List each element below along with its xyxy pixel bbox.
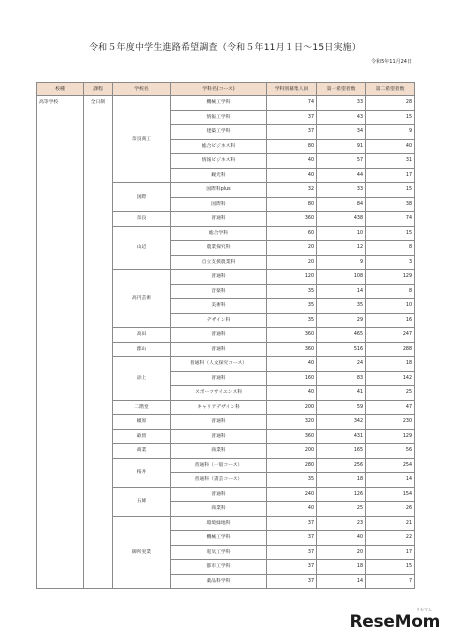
cell-quota: 20 (267, 241, 317, 256)
cell-quota: 37 (267, 574, 317, 589)
cell-first-choice: 83 (317, 371, 366, 386)
cell-second-choice: 230 (366, 415, 415, 430)
cell-department: 美術科 (171, 299, 267, 314)
cell-second-choice: 16 (366, 313, 415, 328)
cell-department: 普通科（一般コース） (171, 458, 267, 473)
cell-department: 自立支援農業科 (171, 255, 267, 270)
cell-department: 普通科（人文探究コース） (171, 357, 267, 372)
table-header-row (37, 83, 415, 96)
cell-department: 機械工学科 (171, 531, 267, 546)
cell-department: 普通科 (171, 270, 267, 285)
cell-second-choice: 26 (366, 502, 415, 517)
cell-first-choice: 516 (317, 342, 366, 357)
cell-second-choice: 40 (366, 139, 415, 154)
cell-quota: 40 (267, 168, 317, 183)
cell-school-name: 添上 (113, 357, 171, 401)
resemom-logo: ReseMom (349, 612, 440, 632)
cell-second-choice: 142 (366, 371, 415, 386)
cell-department: 普通科 (171, 342, 267, 357)
cell-second-choice: 38 (366, 197, 415, 212)
cell-first-choice: 14 (317, 284, 366, 299)
cell-quota: 360 (267, 212, 317, 227)
cell-quota: 280 (267, 458, 317, 473)
cell-second-choice: 17 (366, 545, 415, 560)
cell-school-name: 畝傍 (113, 429, 171, 444)
cell-quota: 32 (267, 183, 317, 198)
cell-first-choice: 91 (317, 139, 366, 154)
cell-first-choice: 20 (317, 545, 366, 560)
cell-first-choice: 465 (317, 328, 366, 343)
cell-second-choice: 14 (366, 473, 415, 488)
cell-second-choice: 3 (366, 255, 415, 270)
cell-quota: 20 (267, 255, 317, 270)
cell-quota: 35 (267, 473, 317, 488)
header-school-name: 学校名 (113, 83, 171, 96)
cell-department: 都市工学科 (171, 560, 267, 575)
cell-second-choice: 288 (366, 342, 415, 357)
cell-second-choice: 254 (366, 458, 415, 473)
cell-department: 機械工学科 (171, 96, 267, 111)
cell-first-choice: 12 (317, 241, 366, 256)
cell-department: 電気工学科 (171, 545, 267, 560)
cell-second-choice: 22 (366, 531, 415, 546)
cell-second-choice: 15 (366, 110, 415, 125)
cell-first-choice: 44 (317, 168, 366, 183)
cell-second-choice: 7 (366, 574, 415, 589)
cell-department: 薬品科学科 (171, 574, 267, 589)
cell-second-choice: 15 (366, 183, 415, 198)
cell-first-choice: 59 (317, 400, 366, 415)
cell-first-choice: 10 (317, 226, 366, 241)
survey-table-body (37, 96, 415, 589)
cell-quota: 200 (267, 400, 317, 415)
cell-first-choice: 84 (317, 197, 366, 212)
cell-first-choice: 35 (317, 299, 366, 314)
cell-first-choice: 256 (317, 458, 366, 473)
cell-department: 普通科 (171, 415, 267, 430)
cell-first-choice: 438 (317, 212, 366, 227)
cell-department: 環境緑地科 (171, 516, 267, 531)
header-quota: 学科別募集人員 (267, 83, 317, 96)
cell-department: 普通科 (171, 429, 267, 444)
cell-first-choice: 43 (317, 110, 366, 125)
cell-second-choice: 129 (366, 429, 415, 444)
table-row (37, 96, 415, 111)
cell-department: 普通科 (171, 328, 267, 343)
cell-school-name: 商業 (113, 444, 171, 459)
cell-first-choice: 29 (317, 313, 366, 328)
document-date: 令和5年11月24日 (371, 59, 412, 65)
cell-quota: 160 (267, 371, 317, 386)
cell-department: 商業科 (171, 502, 267, 517)
cell-quota: 360 (267, 429, 317, 444)
cell-second-choice: 10 (366, 299, 415, 314)
cell-department: 総合ビジネス科 (171, 139, 267, 154)
document-title: 令和５年度中学生進路希望調査（令和５年11月１日～15日実施） (88, 43, 362, 53)
cell-department: 普通科 (171, 212, 267, 227)
cell-quota: 40 (267, 154, 317, 169)
cell-department: スポーツサイエンス科 (171, 386, 267, 401)
cell-school-name: 二階堂 (113, 400, 171, 415)
cell-first-choice: 33 (317, 96, 366, 111)
cell-second-choice: 25 (366, 386, 415, 401)
cell-department: 総合学科 (171, 226, 267, 241)
cell-course-type: 全日制 (84, 96, 113, 589)
cell-first-choice: 14 (317, 574, 366, 589)
cell-first-choice: 18 (317, 560, 366, 575)
cell-second-choice: 15 (366, 560, 415, 575)
cell-first-choice: 18 (317, 473, 366, 488)
cell-quota: 40 (267, 386, 317, 401)
cell-second-choice: 154 (366, 487, 415, 502)
cell-first-choice: 34 (317, 125, 366, 140)
cell-school-name: 奈良商工 (113, 96, 171, 183)
cell-quota: 40 (267, 502, 317, 517)
cell-department: 国際科 (171, 197, 267, 212)
cell-first-choice: 23 (317, 516, 366, 531)
cell-quota: 80 (267, 197, 317, 212)
cell-school-name: 高田 (113, 328, 171, 343)
cell-quota: 74 (267, 96, 317, 111)
cell-quota: 35 (267, 299, 317, 314)
cell-first-choice: 342 (317, 415, 366, 430)
cell-second-choice: 247 (366, 328, 415, 343)
cell-school-name: 郡山 (113, 342, 171, 357)
cell-second-choice: 17 (366, 168, 415, 183)
cell-first-choice: 33 (317, 183, 366, 198)
cell-second-choice: 8 (366, 241, 415, 256)
cell-quota: 40 (267, 357, 317, 372)
cell-school-name: 桜井 (113, 458, 171, 487)
header-department: 学科名(コース) (171, 83, 267, 96)
cell-quota: 80 (267, 139, 317, 154)
cell-second-choice: 28 (366, 96, 415, 111)
cell-department: 情報工学科 (171, 110, 267, 125)
cell-quota: 37 (267, 110, 317, 125)
cell-department: 普通科 (171, 487, 267, 502)
cell-second-choice: 15 (366, 226, 415, 241)
cell-department: 普通科 (171, 371, 267, 386)
cell-quota: 35 (267, 313, 317, 328)
cell-first-choice: 24 (317, 357, 366, 372)
cell-school-type: 高等学校 (37, 96, 84, 589)
cell-department: デザイン科 (171, 313, 267, 328)
header-second-choice: 第二希望者数 (366, 83, 415, 96)
cell-department: 国際科plus (171, 183, 267, 198)
cell-first-choice: 165 (317, 444, 366, 459)
cell-first-choice: 9 (317, 255, 366, 270)
cell-second-choice: 129 (366, 270, 415, 285)
cell-quota: 360 (267, 328, 317, 343)
header-first-choice: 第一希望者数 (317, 83, 366, 96)
cell-quota: 37 (267, 560, 317, 575)
cell-first-choice: 41 (317, 386, 366, 401)
cell-second-choice: 56 (366, 444, 415, 459)
cell-first-choice: 40 (317, 531, 366, 546)
cell-school-name: 山辺 (113, 226, 171, 270)
cell-quota: 240 (267, 487, 317, 502)
cell-second-choice: 74 (366, 212, 415, 227)
cell-department: 農業探究科 (171, 241, 267, 256)
cell-school-name: 奈良 (113, 212, 171, 227)
cell-quota: 360 (267, 342, 317, 357)
cell-second-choice: 31 (366, 154, 415, 169)
header-course-type: 課程 (84, 83, 113, 96)
cell-department: 情報ビジネス科 (171, 154, 267, 169)
cell-quota: 60 (267, 226, 317, 241)
cell-department: 建築工学科 (171, 125, 267, 140)
cell-first-choice: 126 (317, 487, 366, 502)
cell-first-choice: 108 (317, 270, 366, 285)
survey-table (36, 82, 415, 589)
cell-second-choice: 18 (366, 357, 415, 372)
cell-school-name: 高円芸術 (113, 270, 171, 328)
cell-department: 普通科（書芸コース） (171, 473, 267, 488)
cell-quota: 200 (267, 444, 317, 459)
cell-first-choice: 25 (317, 502, 366, 517)
cell-department: 音楽科 (171, 284, 267, 299)
cell-department: 商業科 (171, 444, 267, 459)
brand-tagline: リセマム (416, 607, 432, 612)
cell-first-choice: 431 (317, 429, 366, 444)
cell-quota: 120 (267, 270, 317, 285)
cell-quota: 37 (267, 516, 317, 531)
cell-second-choice: 9 (366, 125, 415, 140)
cell-second-choice: 8 (366, 284, 415, 299)
cell-quota: 37 (267, 531, 317, 546)
cell-quota: 37 (267, 125, 317, 140)
cell-department: キャリアデザイン科 (171, 400, 267, 415)
cell-school-name: 橿原 (113, 415, 171, 430)
cell-school-name: 五條 (113, 487, 171, 516)
header-school-type: 校種 (37, 83, 84, 96)
cell-second-choice: 47 (366, 400, 415, 415)
cell-school-name: 御所実業 (113, 516, 171, 589)
cell-school-name: 国際 (113, 183, 171, 212)
cell-quota: 320 (267, 415, 317, 430)
cell-second-choice: 21 (366, 516, 415, 531)
cell-quota: 37 (267, 545, 317, 560)
cell-first-choice: 57 (317, 154, 366, 169)
cell-quota: 35 (267, 284, 317, 299)
cell-department: 観光科 (171, 168, 267, 183)
